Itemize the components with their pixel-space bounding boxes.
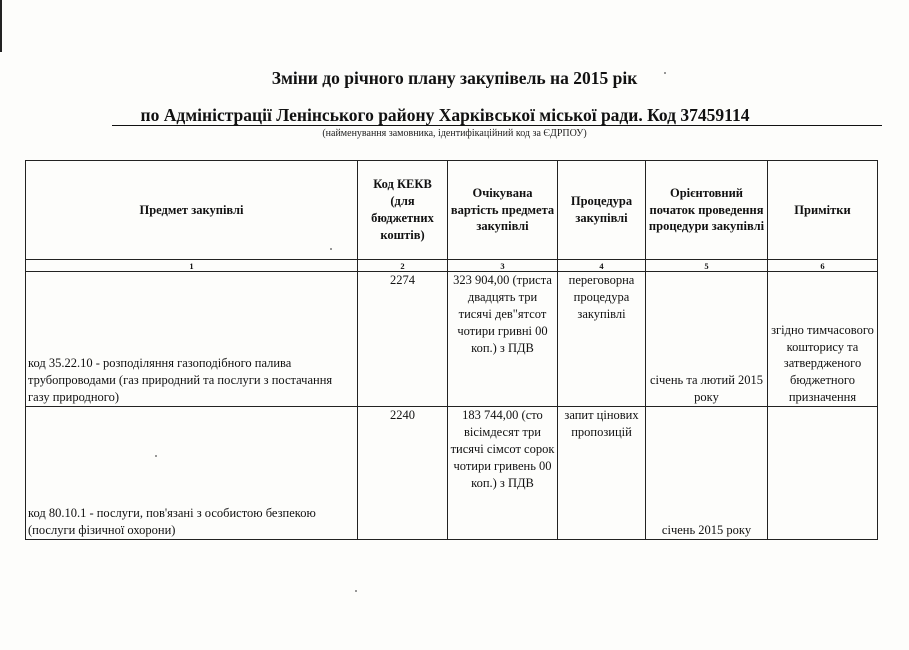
procurement-plan-table [25,160,878,540]
document-title: Зміни до річного плану закупівель на 2015 рік [271,68,638,88]
cell-notes: згідно тимчасового кошторису та затвердженого бюджетного призначення [768,272,878,407]
column-number: 6 [768,260,878,272]
cell-subject: код 35.22.10 - розподіляння газоподібного палива трубопроводами (газ природний та послуги з постачання газу природного) [26,272,358,407]
column-number: 5 [646,260,768,272]
subtitle-note: (найменування замовника, ідентифікаційний код за ЄДРПОУ) [322,128,587,139]
scan-speck [355,590,357,592]
header-start: Орієнтовний початок проведення процедури закупівлі [646,161,768,260]
cell-start: січень 2015 року [646,407,768,540]
cell-kekv: 2240 [358,407,448,540]
cell-notes [768,407,878,540]
column-number: 4 [558,260,646,272]
cell-start: січень та лютий 2015 року [646,272,768,407]
header-kekv: Код КЕКВ (для бюджетних коштів) [358,161,448,260]
table-row [26,407,878,540]
column-number-row [26,260,878,272]
header-procedure: Процедура закупівлі [558,161,646,260]
cell-kekv: 2274 [358,272,448,407]
table-row [26,272,878,407]
scan-edge-mark [0,0,2,52]
column-number: 2 [358,260,448,272]
column-number: 1 [26,260,358,272]
document-subtitle: по Адміністрації Ленінського району Харківської міської ради. Код 37459114 [140,105,750,125]
subtitle-underline [112,125,882,126]
table-header-row [26,161,878,260]
header-cost: Очікувана вартість предмета закупівлі [448,161,558,260]
cell-procedure: переговорна процедура закупівлі [558,272,646,407]
column-number: 3 [448,260,558,272]
header-notes: Примітки [768,161,878,260]
cell-subject: код 80.10.1 - послуги, пов'язані з особистою безпекою (послуги фізичної охорони) [26,407,358,540]
header-subject: Предмет закупівлі [26,161,358,260]
cell-cost: 323 904,00 (триста двадцять три тисячі дев"ятсот чотири гривні 00 коп.) з ПДВ [448,272,558,407]
cell-procedure: запит цінових пропозицій [558,407,646,540]
cell-cost: 183 744,00 (сто вісімдесят три тисячі сімсот сорок чотири гривень 00 коп.) з ПДВ [448,407,558,540]
